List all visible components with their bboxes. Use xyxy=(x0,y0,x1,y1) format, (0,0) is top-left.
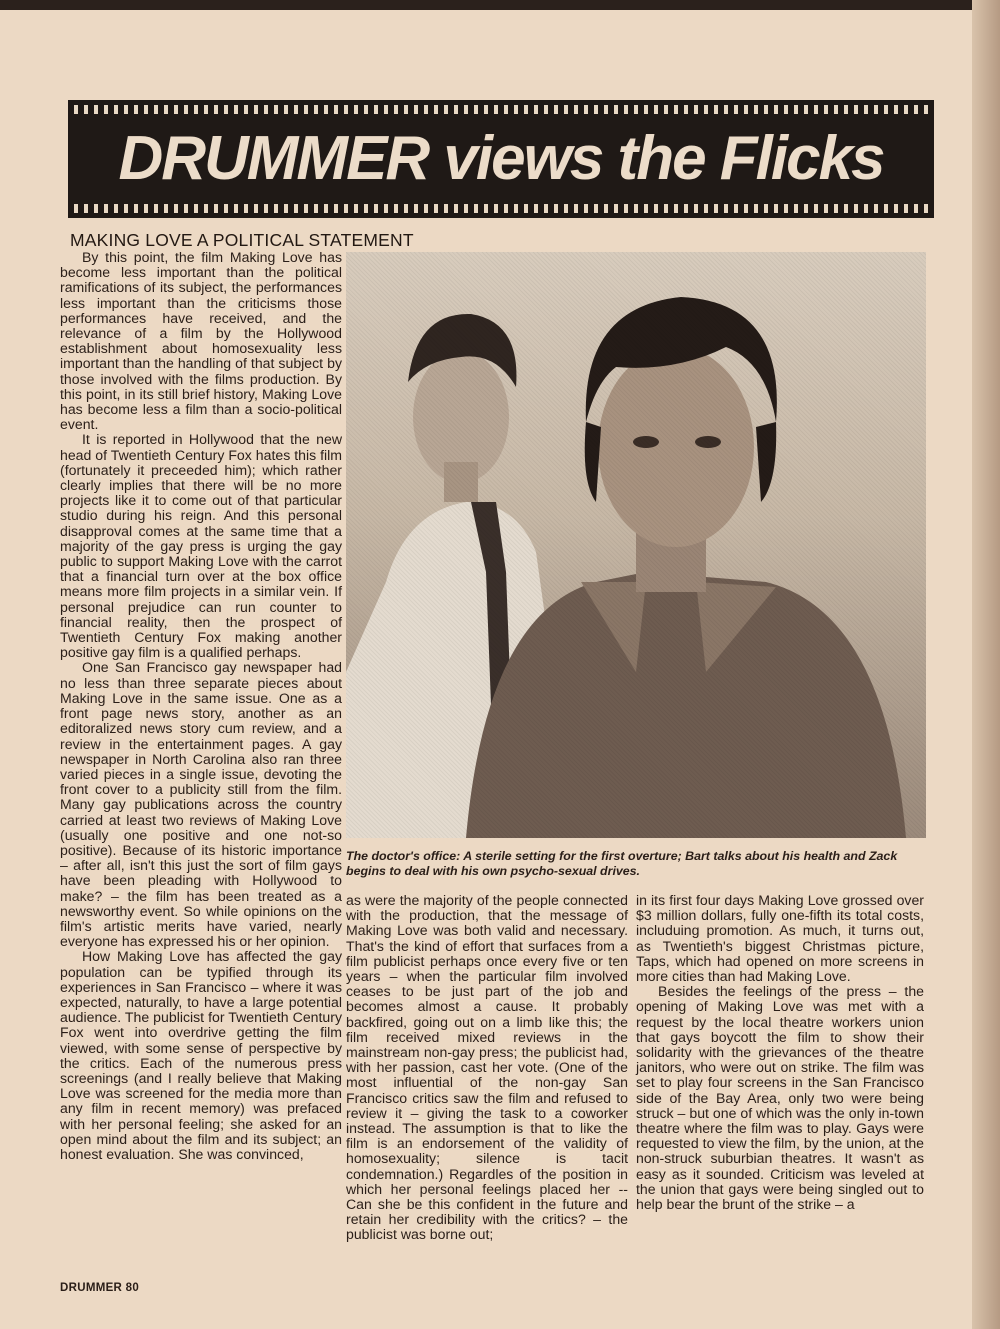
photo-caption: The doctor's office: A sterile setting for the first overture; Bart talks about his health and Zack begins to deal with his own psycho-sexual drives. xyxy=(346,849,898,878)
film-still-photo xyxy=(346,252,926,838)
page-top-band xyxy=(0,0,1000,10)
article-column-3 xyxy=(636,893,924,1212)
filmstrip-perforations-top xyxy=(68,105,934,114)
paragraph: It is reported in Hollywood that the new head of Twentieth Century Fox hates this film (fortunately it preceeded him); which rather clearly implies that there will be no more projects like it to come out of that particular studio during his reign. And this personal disapproval comes at the same time that a majority of the gay press is urging the gay public to support Making Love with the carrot that a financial turn over at the box office means more film projects in a similar vein. If personal prejudice can run counter to financial reality, then the prospect of Twentieth Century Fox making another positive gay film is a qualified perhaps. xyxy=(60,431,342,661)
paragraph: By this point, the film Making Love has become less important than the political ramifications of its subject, the performances less important than the criticisms those performances have received, and the relevance of a film by the Hollywood establishment about homosexuality less important than the handling of that subject by those involved with the films production. By this point, in its still brief history, Making Love has become less a film than a socio-political event. xyxy=(60,249,342,433)
article-column-1 xyxy=(60,250,342,1162)
paragraph: Besides the feelings of the press – the opening of Making Love was met with a request by the local theatre workers union that gays boycott the film to show their solidarity with the grievances of the theatre janitors, who were out on strike. The film was set to play four screens in the San Francisco side of the Bay Area, only two were being struck – but one of which was the only in-town theatre where the film was to play. Gays were requested to view the film, by the union, at the non-struck suburbian theatres. It wasn't as easy as it sounded. Criticism was leveled at the union that gays were being singled out to help bear the brunt of the strike – a xyxy=(636,983,924,1213)
paragraph: as were the majority of the people connected with the production, that the message of Making Love was both valid and necessary. That's the kind of effort that surfaces from a film publicist perhaps once every five or ten years – when the particular film involved ceases to be just part of the job and becomes almost a cause. It probably backfired, going out on a limb like this; the film received mixed reviews in the mainstream non-gay press; the publicist had, with her passion, cast her vote. (One of the most influential of the non-gay San Francisco critics saw the film and refused to review it – giving the task to a coworker instead. The assumption is that to like the film is an endorsement of the validity of homosexuality; silence is tacit condemnation.) Regardles of the position in which her personal feelings placed her -- Can she be this confident in the future and retain her credibility with the critics? – the publicist was borne out; xyxy=(346,892,628,1243)
page-edge-shadow xyxy=(972,0,1000,1329)
paragraph: How Making Love has affected the gay population can be typified through its experiences in San Francisco – where it was expected, naturally, to have a large potential audience. The publicist for Twentieth Century Fox went into overdrive getting the film viewed, with some sense of perspective by the critics. Each of the numerous press screenings (and I really believe that Making Love was screened for the media more than any film in recent memory) was prefaced with her personal feeling; she asked for an open mind about the film and its subject; an honest evaluation. She was convinced, xyxy=(60,948,342,1162)
page-folio: DRUMMER 80 xyxy=(60,1282,140,1294)
filmstrip-perforations-bottom xyxy=(68,204,934,213)
paragraph: One San Francisco gay newspaper had no less than three separate pieces about Making Love in the same issue. One as a front page news story, another as an editoralized news story cum review, and a review in the entertainment pages. A gay newspaper in North Carolina also ran three varied pieces in a single issue, devoting the front cover to a publicity still from the film. Many gay publications across the country carried at least two reviews of Making Love (usually one positive and one not-so positive). Because of its historic importance – after all, isn't this just the sort of film gays have been pleading with Hollywood to make? – the film has been treated as a newsworthy event. So while opinions on the film's artistic merits have varied, nearly everyone has expressed his or her opinion. xyxy=(60,659,342,950)
halftone-texture xyxy=(346,252,926,838)
article-headline: MAKING LOVE A POLITICAL STATEMENT xyxy=(70,230,414,250)
masthead-filmstrip xyxy=(68,100,934,218)
article-column-2 xyxy=(346,893,628,1243)
masthead-title: DRUMMER views the Flicks xyxy=(118,124,884,193)
paragraph: in its first four days Making Love grossed over $3 million dollars, fully one-fifth its total costs, includuing promotion. As much, it turns out, as Twentieth's biggest Christmas picture, Taps, which had opened on more screens in more cities than had Making Love. xyxy=(636,892,924,985)
